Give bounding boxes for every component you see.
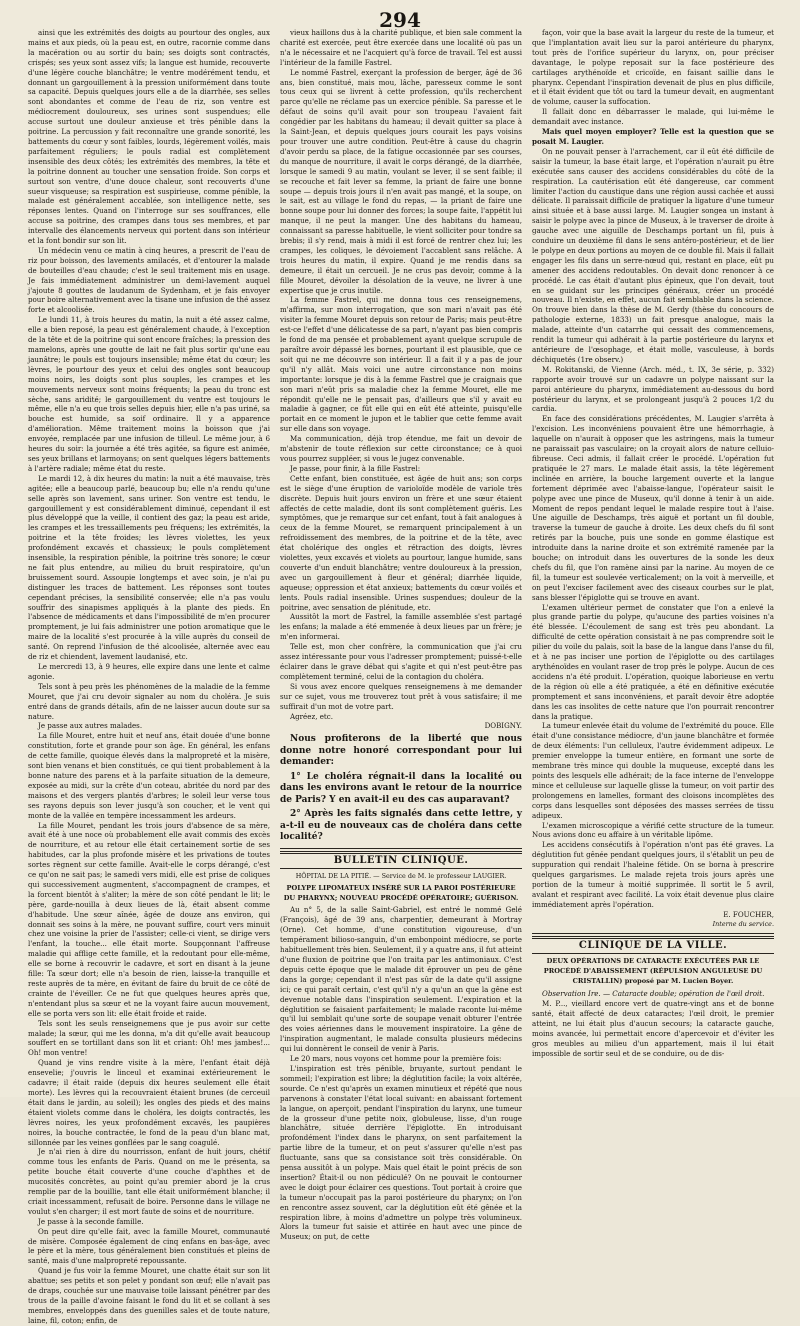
paragraph: Aussitôt la mort de Fastrel, la famille assemblée s'est partagé les enfans; la malade a été emmenée à deux lieues par un frère; je m'en informerai.: [280, 612, 522, 642]
paragraph: La fille Mouret, entre huit et neuf ans, était douée d'une bonne constitution, forte et grande pour son âge. En général, les enfans de cette famille, quoique élevés dans la malpropreté et la misère, sont bien venans et bien constitués, ce qui tient probablement à la bonne nature des parens et à la parfaite situation de la demeure, exposée au midi, sur la crête d'un coteau, abritée du nord par des maisons et des vergers plantés d'arbres; le soleil leur verse tous ses rayons depuis son lever jusqu'à son coucher, et le vent qui monte de la vallée en tempère incessamment les ardeurs.: [28, 731, 270, 820]
bulletin-hospital: HÔPITAL DE LA PITIÉ. — Service de M. le professeur LAUGIER.: [295, 871, 507, 880]
author-role: Interne du service.: [712, 919, 774, 928]
column-left: [28, 28, 271, 1325]
paragraph: Ma communication, déjà trop étendue, me fait un devoir de m'abstenir de toute réflexion sur cette circonstance; ce à quoi vous pourrez suppléer, si vous le jugez convenable.: [280, 434, 522, 463]
page-number: 294: [379, 8, 421, 32]
paragraph: Le nommé Fastrel, exerçant la profession de berger, âgé de 36 ans, bien constitué, mais mou, lâche, paresseux comme le sont tous ceux qui se livrent à cette profession, qu'ils recherchent parce qu'elle ne réclame pas un exercice pénible. Sa paresse et le défaut de soins qu'il avait pour son troupeau l'avaient fait congédier par les habitans du hameau; il devait quitter sa place à la Saint-Jean, et depuis quelques jours courait les pays voisins pour trouver une autre condition. Peut-être à cause du chagrin d'avoir perdu sa place, de la fatigue occasionnée par ses courses, du manque de nourriture, il avait le corps dérangé, de la diarrhée, lorsque le samedi 9 au matin, voulant se lever, il se sent faible; il se recouche et fait lever sa femme, la priant de faire une bonne soupe — depuis trois jours il n'en avait pas mangé, et la soupe, on le sait, est au village le fond du repas, — la priant de faire une bonne soupe pour lui donner des forces; la soupe faite, l'appétit lui manque, il ne peut la manger. Une des habitans du hameau, connaissant sa paresse habituelle, le vient solliciter pour tondre sa brebis; il s'y rend, mais à midi il est forcé de rentrer chez lui; les crampes, les coliques, le dévoiement l'accablent sans relâche. A trois heures du matin, il expire. Quand je me rendis dans sa demeure, il était un cercueil. Je ne crus pas devoir, comme à la fille Mouret, dévoiler la désolation de la veuve, ne livrer à une expertise que je crus inutile.: [280, 67, 522, 295]
paragraph: Quand je vins rendre visite à la mère, l'enfant était déjà ensevelie; j'ouvris le linceul et examinai extérieurement le cadavre; il était raide (depuis dix heures seulement elle était morte). Les lèvres qui la recouvraient étaient brunes (de cerceuil était dans le jardin, au soleil); les ongles des pieds et des mains étaient violets comme dans le choléra, les doigts contractés, les lèvres noires, les yeux profondément excavés, les paupières noires, la bouche contractée, le fond de la peau d'un blanc mat, sillonnée par les veines gonflées par le sang coagulé.: [28, 1058, 270, 1147]
paragraph: M. Rokitanski, de Vienne (Arch. méd., t. IX, 3e série, p. 332) rapporte avoir trouvé sur un cadavre un polype naissant sur la paroi antérieure du pharynx, immédiatement au-dessous du bord postérieur du larynx, et se prolongeant jusqu'à 2 pouces 1/2 du cardia.: [532, 364, 774, 414]
paragraph: La tumeur enlevée était du volume de l'extrémité du pouce. Elle était d'une consistance médiocre, d'un jaune blanchâtre et formée de deux éléments: l'un celluleux, l'autre évidemment adipeux. Le premier enveloppe la tumeur entière, en formant une sorte de membrane très mince qui double la muqueuse, excepté dans les points des lesquels elle adhérait; de la face interne de l'enveloppe mince et celluleuse sur laquelle glisse la tumeur, on voit partir des prolongemens en lamelles, formant des cloisons incomplètes des corps dans lesquelles sont déposées des masses serrées de tissu adipeux.: [532, 721, 774, 820]
paragraph: Il fallait donc en débarrasser le malade, qui lui-même le demandait avec instance.: [532, 107, 774, 127]
paragraph: Le mardi 12, à dix heures du matin: la nuit a été mauvaise, très agitée; elle a beaucoup parlé, beaucoup bu; elle n'a rendu qu'une selle après son lavement, sans uriner. Son ventre est tendu, le gargouillement y est considérablement diminué, cependant il est plus développé que la veille, il contient des gaz; la peau est aride, les crampes et les tressaillements peu fréquens; les extrémités, la poitrine et la tête froides; les lèvres violettes, les yeux profondément excavés et chassieux; le pouls complètement insensible, la respiration pénible, la poitrine très sonore; le cœur ne fait plus entendre, au milieu du bruit respiratoire, qu'un bruissement sourd. Assoupie longtemps et avec soin, je n'ai pu distinguer les traces de battement. Les réponses sont toutes cependant précises, la sensibilité conservée; elle n'a pas voulu souffrir des sinapismes appliqués à la plante des pieds. En l'absence de médicaments et dans l'impossibilité de m'en procurer promptement, je lui fais administrer une potion aromatique que le maire de la localité s'est procurée à la ville auprès du conseil de santé. On reprend l'infusion de thé alcoolisée, alternée avec eau de riz et chiendent, lavement laudanisé, etc.: [28, 473, 270, 662]
paragraph: Les accidens consécutifs à l'opération n'ont pas été graves. La déglutition fut gênée pendant quelques jours, il s'établit un peu de suppuration qui rendait l'haleine fétide. On se borna à prescrire quelques gargarismes. Le malade rejeta trois jours après une portion de la tumeur à moitié supprimée. Il sortit le 5 avril, avalant et respirant avec facilité. La voix était devenue plus claire immédiatement après l'opération.: [532, 840, 774, 909]
paragraph: Je passe aux autres malades.: [38, 721, 143, 731]
paragraph: Le 20 mars, nous voyons cet homme pour la première fois:: [290, 1054, 502, 1064]
observation-heading: Observation Ire. — Cataracte double; opération de l'œil droit.: [542, 989, 765, 999]
paragraph: Je passe à la seconde famille.: [38, 1216, 144, 1226]
paragraph: Je n'ai rien à dire du nourrisson, enfant de huit jours, chétif comme tous les enfants de Paris. Quand on me le présenta, sa petite bouche était couverte d'une couche d'aphthes et de mucosités concrètes, au point qu'au premier abord je la crus remplie par de la bouillie, tant elle était uniformément blanche; il criait incessamment, refusait de boire. Personne dans le village ne voulut s'en charger; il est mort faute de soins et de nourriture.: [28, 1147, 270, 1216]
editorial-question: 2° Après les faits signalés dans cette lettre, y a-t-il eu de nouveaux cas de choléra dans cette localité?: [280, 809, 522, 843]
paragraph: La fille Mouret, pendant les trois jours d'absence de sa mère, avait été à une noce où probablement elle avait commis des excès de nourriture, et au retour elle était certainement sortie de ses habitudes, car la plus profonde misère et les privations de toutes sortes règnent sur cette famille. Avait-elle le corps dérangé, c'est ce qu'on ne sait pas; le samedi vers midi, elle est prise de coliques qui successivement augmentent, s'accompagnent de crampes, et la forcent bientôt à s'aliter; la mère de son côté pendant le lit; le père, garde-nouilla à deux lieues de là, était absent comme d'habitude. Une sœur aînée, âgée de douze ans environ, qui donnait ses soins à la mère, ne pouvant suffire, court vers minuit chez une voisine la prier de l'assister; celle-ci vient, se dirige vers l'enfant, la touche... elle était morte. Soupçonnant l'affreuse maladie qui afflige cette famille, et la redoutant pour elle-même, elle se borne à recouvrir le cadavre, et sort en disant à la jeune fille: Ta sœur dort; elle n'a besoin de rien, laisse-la tranquille et reste auprès de ta mère, en évitant de faire du bruit de ce côté de crainte de l'éveiller. Ce ne fut que quelques heures après que, n'entendant plus sa sœur et ne la voyant faire aucun mouvement, elle se porta vers son lit: elle était froide et raide.: [28, 820, 270, 1018]
paragraph: L'examen microscopique a vérifié cette structure de la tumeur. Nous avions donc eu affaire à un véritable lipôme.: [532, 820, 774, 840]
letter-signature: DOBIGNY.: [484, 721, 522, 731]
paragraph: La femme Fastrel, qui me donna tous ces renseignemens, m'affirma, sur mon interrogation, que son mari n'avait pas été visiter la femme Mouret depuis son retour de Paris; mais peut-être est-ce l'effet d'une délicatesse de sa part, n'ayant pas bien compris le fond de ma pensée et probablement ayant quelque scrupule de paraître avoir dépassé les bornes, pourtant il est plausible, que ce soit qui ne me découvre son intérieur. Il a fait il y a pas de jour qu'il n'y allât. Mais voici une autre circonstance non moins importante: lorsque je dis à la femme Fastrel que je craignais que son mari n'eût pris sa maladie chez la femme Mouret, elle me répondit qu'elle ne le pensait pas, d'ailleurs que s'il y avait eu maladie à gagner, ce fût elle qui en eût été atteinte, puisqu'elle portait en ce moment le jupon et le tablier que cette femme avait sur elle dans son voyage.: [280, 295, 522, 434]
paragraph: En face des considérations précédentes, M. Laugier s'arrêta à l'excision. Les inconvéniens pouvaient être une hémorrhagie, à laquelle on n'aurait à opposer que les astringens, mais la tumeur ne paraissait pas vasculaire; on la croyait alors de nature celluio-fibreuse. Ceci admis, il fallait créer le procédé. L'opération fut pratiquée le 27 mars. Le malade était assis, la tête légèrement inclinée en arrière, la bouche largement ouverte et la langue fortement déprimée avec l'abaisse-langue, l'opérateur saisit le polype avec une pince de Museux, qu'il donne à tenir à un aide. Moment de repos pendant lequel le malade respire tout à l'aise. Une aiguille de Deschamps, très aiguë et portant un fil double, traverse la tumeur de gauche à droite. Les deux chefs du fil sont retirés par la bouche, puis une sonde en gomme élastique est introduite dans la narine droite et son extrémité ramenée par la bouche; on introduit dans les ouvertures de la sonde les deux chefs du fil, que l'on ramène ainsi par la narine. Au moyen de ce fil, la tumeur est soulevée verticalement; on la voit à merveille, et on peut l'exciser facilement avec des ciseaux courbes sur le plat, sans blesser l'épiglotte qui se trouve en avant.: [532, 414, 774, 602]
paragraph: Tels sont à peu près les phénomènes de la maladie de la femme Mouret, que j'ai cru devoir signaler au nom du choléra. Je suis entré dans de grands détails, afin de ne laisser aucun doute sur sa nature.: [28, 681, 270, 721]
section-divider: [532, 933, 774, 934]
paragraph: Je passe, pour finir, à la fille Fastrel:: [290, 463, 421, 473]
paragraph: L'examen ultérieur permet de constater que l'on a enlevé la plus grande partie du polype, qu'aucune des parties voisines n'a été blessée. L'écoulement de sang est très peu abondant. La difficulté de cette opération consistait à ne pas comprendre soit le pilier du voile du palais, soit la base de la langue dans l'anse du fil, et à ne pas inciser une portion de l'épiglotte ou des cartilages arythénoïdes en voulant raser de trop près le polype. Aucun de ces accidens n'a été produit. L'opération, quoique laborieuse en vertu de la région où elle a été pratiquée, a été en définitive exécutée promptement et sans inconvéniens, et paraît devoir être adoptée dans les cas insolites de cette nature que l'on pourrait rencontrer dans la pratique.: [532, 602, 774, 721]
paragraph: Cette enfant, bien constituée, est âgée de huit ans; son corps est le siège d'une éruption de varioloïde modèle de variole très discrète. Depuis huit jours environ un frère et une sœur étaient affectés de cette maladie, dont ils sont complètement guéris. Les symptômes, que je remarque sur cet enfant, tout à fait analogues à ceux de la femme Mouret, se remarquent principalement à un refroidissement des membres, de la poitrine et de la tête, avec état cholérique des ongles et rétraction des doigts, lèvres violettes, yeux excavés et violets au pourtour, langue humide, sans couverte d'un enduit blanchâtre; ventre douloureux à la pression, avec un gargouillement à fleur et général; diarrhée liquide, aqueuse; oppression et état anxieux; battements du cœur voilés et lents. Pouls radial insensible. Urines suspendues; douleur de la poitrine, avec sensation de plénitude, etc.: [280, 473, 523, 612]
editorial-lead: Nous profiterons de la liberté que nous donne notre honoré correspondant pour lui demander:: [280, 734, 522, 768]
paragraph: Telle est, mon cher confrère, la communication que j'ai cru assez intéressante pour vous l'adresser promptement; puissé-t-elle éclairer dans le grave débat qui s'agite et qui n'est peut-être pas complètement terminé, celui de la contagion du choléra.: [280, 642, 522, 681]
bulletin-heading: BULLETIN CLINIQUE.: [280, 851, 522, 869]
paragraph: vieux haillons dus à la charité publique, et bien sale comment la charité est exercée, peut être exercée dans une localité où pas un n'a le nécessaire et ne l'acquiert qu'à force de travail. Tel est aussi l'intérieur de la famille Fastrel.: [280, 28, 522, 67]
question-paragraph: Mais quel moyen employer? Telle est la question que se posait M. Laugier.: [532, 127, 774, 146]
paragraph: L'inspiration est très pénible, bruyante, surtout pendant le sommeil; l'expiration est libre; la déglutition facile; la voix altérée, sourde. Ce n'est qu'après un examen minutieux et répété que nous parvenons à constater l'état local suivant: en abaissant fortement la langue, on aperçoit, pendant l'inspiration du larynx, une tumeur de la grosseur d'une petite noix, globuleuse, lisse, d'un rouge blanchâtre, située derrière l'épiglotte. En introduisant profondément l'index dans le pharynx, on sent parfaitement la partie libre de la tumeur, et on peut s'assurer qu'elle n'est pas fluctuante, sans que sa consistance soit très considérable. On pensa aussitôt à un polype. Mais quel était le point précis de son insertion? Était-il ou non pédiculé? On ne pouvait le contourner avec le doigt pour éclairer ces questions. Tout portait à croire que la tumeur n'occupait pas la paroi postérieure du pharynx; on l'on en rencontre assez souvent, car la déglutition eût été gênée et la respiration libre, à moins d'admettre un polype très volumineux. Alors la tumeur fut saisie et attirée en haut avec une pince de Museux; on put, de cette: [280, 1063, 522, 1242]
paragraph: On peut dire qu'elle fait, avec la famille Mouret, communauté de misère. Composée également de cinq enfans en bas-âge, avec le père et la mère, tous généralement bien constitués et pleins de santé, mais d'une malpropreté repoussante.: [28, 1226, 270, 1266]
paragraph: Tels sont les seuls renseignemens que je pus avoir sur cette malade; la sœur, qui me les donna, m'a dit qu'elle avait beaucoup souffert en se tortillant dans son lit et criant: Oh! mes jambes!... Oh! mon ventre!: [28, 1018, 270, 1058]
section-divider: [280, 848, 522, 849]
column-right: [532, 28, 774, 1086]
paragraph: Quand je fus voir la femme Mouret, une chatte était sur son lit abattue; ses petits et son pelet y pondant son œuf; elle n'avait pas de draps, couchée sur une mauvaise toile laissant pénétrer par des trous de la paille d'avoine faisant le fond du lit et se collant à ses membres, enveloppés dans des guenilles sales et de toute nature, laine, fil, coton; enfin, de: [28, 1266, 270, 1325]
author-signature: E. FOUCHER,: [723, 909, 774, 919]
paragraph: Le mercredi 13, à 9 heures, elle expire dans une lente et calme agonie.: [28, 662, 270, 681]
ville-heading: CLINIQUE DE LA VILLE.: [532, 936, 774, 954]
paragraph: Si vous avez encore quelques renseignemens à me demander sur ce sujet, vous me trouverez tout prêt à vous satisfaire; il me suffirait d'un mot de votre part.: [280, 681, 522, 711]
paragraph: façon, voir que la base avait la largeur du reste de la tumeur, et que l'implantation avait lieu sur la paroi antérieure du pharynx, tout près de l'orifice supérieur du larynx, on, pour préciser davantage, le polype reposait sur la face postérieure des cartilages arythénoïde et cricoïde, en faisant saillie dans le pharynx. Cependant l'inspiration devenait de plus en plus difficile, et il était évident que tôt ou tard la tumeur devait, en augmentant de volume, causer la suffocation.: [532, 28, 774, 107]
paragraph: M. P..., vieillard encore vert de quatre-vingt ans et de bonne santé, était affecté de deux cataractes; l'œil droit, le premier atteint, ne lui était plus d'aucun secours; la cataracte gauche, moins avancée, lui permettait encore d'apercevoir et d'éviter les gros meubles au milieu d'un appartement, mais il lui était impossible de sortir seul et de se conduire, ou de dis-: [532, 999, 774, 1058]
bulletin-title: POLYPE LIPOMATEUX INSÉRÉ SUR LA PAROI POSTÉRIEURE DU PHARYNX; NOUVEAU PROCÉDÉ OPÉRATOIRE; GUÉRISON.: [283, 883, 519, 902]
paragraph: Un médecin venu ce matin à cinq heures, a prescrit de l'eau de riz pour boisson, des lavements amilacés, et d'entourer la malade de bouteilles d'eau chaude; c'est le seul traitement mis en usage. Je fais immédiatement administrer un demi-lavement auquel j'ajoute 8 gouttes de laudanum de Sydenham, et je fais envoyer pour boire alternativement avec la tisane une infusion de thé assez forte et alcoolisée.: [28, 245, 270, 315]
ville-title: DEUX OPÉRATIONS DE CATARACTE EXÉCUTÉES PAR LE PROCÉDÉ D'ABAISSEMENT (RÉPULSION ANGULEUSE DU CRISTALLIN) proposé par M. Lucien Boyer.: [543, 957, 763, 986]
column-middle: [280, 28, 523, 1242]
paragraph: Au n° 5, de la salle Saint-Gabriel, est entré le nommé Gelé (François), âgé de 39 ans, charpentier, demeurant à Mortray (Orne). Cet homme, d'une constitution vigoureuse, d'un tempérament bilioso-sanguin, d'un embonpoint médiocre, se porte habituellement très bien. Seulement, il y a quatre ans, il fut atteint d'une fluxion de poitrine que l'on traita par les antimoniaux. C'est depuis cette époque que le malade dit éprouver un peu de gêne dans la gorge; cependant il n'est pas sûr de la date qu'il assigne ici; ce qui paraît certain, c'est qu'il n'y a qu'un an que la gêne est devenue notable dans l'inspiration seulement. L'expiration et la déglutition se faisaient parfaitement; le malade raconte lui-même qu'il lui semblait qu'une sorte de soupape venait obturer l'entrée des voies aériennes dans le mouvement inspiratoire. La gêne de l'inspiration augmentant, le malade consulta plusieurs médecins qui lui donnèrent le conseil de venir à Paris.: [280, 905, 522, 1054]
paragraph: Agréez, etc.: [290, 711, 333, 721]
paragraph: Le lundi 11, à trois heures du matin, la nuit a été assez calme, elle a bien reposé, la peau est généralement chaude, à l'exception de la tête et de la poitrine qui sont encore fraîches; la pression des mamelons, après une goutte de lait ne fait plus sortir qu'une eau jaunâtre; le pouls est toujours insensible; même état du cœur; les lèvres, le pourtour des yeux et celui des ongles sont beaucoup moins noirs, les doigts sont plus souples, les crampes et les mouvements nerveux sont moins fréquents; la peau du tronc est sèche, sans aridité; le gargouillement du ventre est toujours le même, elle n'a eu que trois selles depuis hier, elle n'a pas uriné, sa bouche est humide, sa soif ordinaire. Il y a apparence d'amélioration. Même traitement moins la boisson que j'ai envoyée, remplacée par une infusion de tilleul. Le même jour, à 6 heures du soir: la journée a été très agitée, sa figure est animée, ses yeux brillans et larmoyans; on sent quelques légers battements à l'artère radiale; même état du reste.: [28, 315, 271, 473]
paragraph: ainsi que les extrémités des doigts au pourtour des ongles, aux mains et aux pieds, où la peau est, en outre, racornie comme dans la macération ou au sortir du bain; ses doigts sont contractés, crispés; ses yeux sont assez vifs; la langue est humide, recouverte d'une légère couche blanchâtre; le ventre modérément tendu, et donnant un gargouillement à la pression uniformément dans toute sa capacité. Depuis quelques jours elle a de la diarrhée, ses selles sont abondantes et comme de l'eau de riz, son ventre est médiocrement douloureux, ses urines sont suspendues; elle accuse surtout une douleur anxieuse et très pénible dans la poitrine. La percussion y fait reconnaître une grande sonorité, les battements du cœur y sont faibles, lourds, légèrement voilés, mais parfaitement réguliers; le pouls radial est complètement insensible des deux côtés; les extrémités des membres, la tête et la poitrine donnent au toucher une sensation froide. Son corps et surtout son ventre, d'une douce chaleur, sont recouverts d'une sueur visqueuse; sa respiration est suspirieuse, comme pénible, la malade est généralement accablée, son intelligence nette, ses réponses lentes. Quand on l'interroge sur ses souffrances, elle accuse sa poitrine, des crampes dans tous ses membres, et par intervalle des élancements nerveux qui portent dans son intérieur et la font bondir sur son lit.: [28, 28, 270, 246]
paragraph: On ne pouvait penser à l'arrachement, car il eût été difficile de saisir la tumeur, la base était large, et l'opération n'aurait pu être exécutée sans causer des accidens considérables du côté de la respiration. La cautérisation eût été dangereuse, car comment limiter l'action du caustique dans une région aussi cachée et aussi délicate. Il paraissait difficile de pratiquer la ligature d'une tumeur ainsi située et à base aussi large. M. Laugier songea un instant à saisir le polype avec la pince de Museux, à le traverser de droite à gauche avec une aiguille de Deschamps portant un fil, puis à conduire un deuxième fil dans le sens antéro-postérieur, et de lier le polype en deux portions au moyen de ce double fil. Mais il fallait engager les fils dans un serre-nœud qui, restant en place, eût pu amener des accidens redoutables. On devait donc renoncer à ce procédé. Le cas était d'autant plus épineux, que l'on devait, tout en se guidant sur les principes généraux, créer un procédé nouveau. Il n'existe, en effet, aucun fait semblable dans la science. On trouve bien dans la thèse de M. Gerdy (thèse du concours de pathologie externe, 1833) un fait presque analogue, mais la malade, atteinte d'un catarrhe qui cessait des commencemens, rendit la tumeur qui adhérait à la partie postérieure du larynx et antérieure de l'œsophage, et était molle, vasculeuse, à bords déchiquetés (1re observ.): [532, 146, 774, 364]
editorial-question: 1° Le choléra régnait-il dans la localité ou dans les environs avant le retour de la nourrice de Paris? Y en avait-il eu des cas auparavant?: [280, 771, 522, 805]
